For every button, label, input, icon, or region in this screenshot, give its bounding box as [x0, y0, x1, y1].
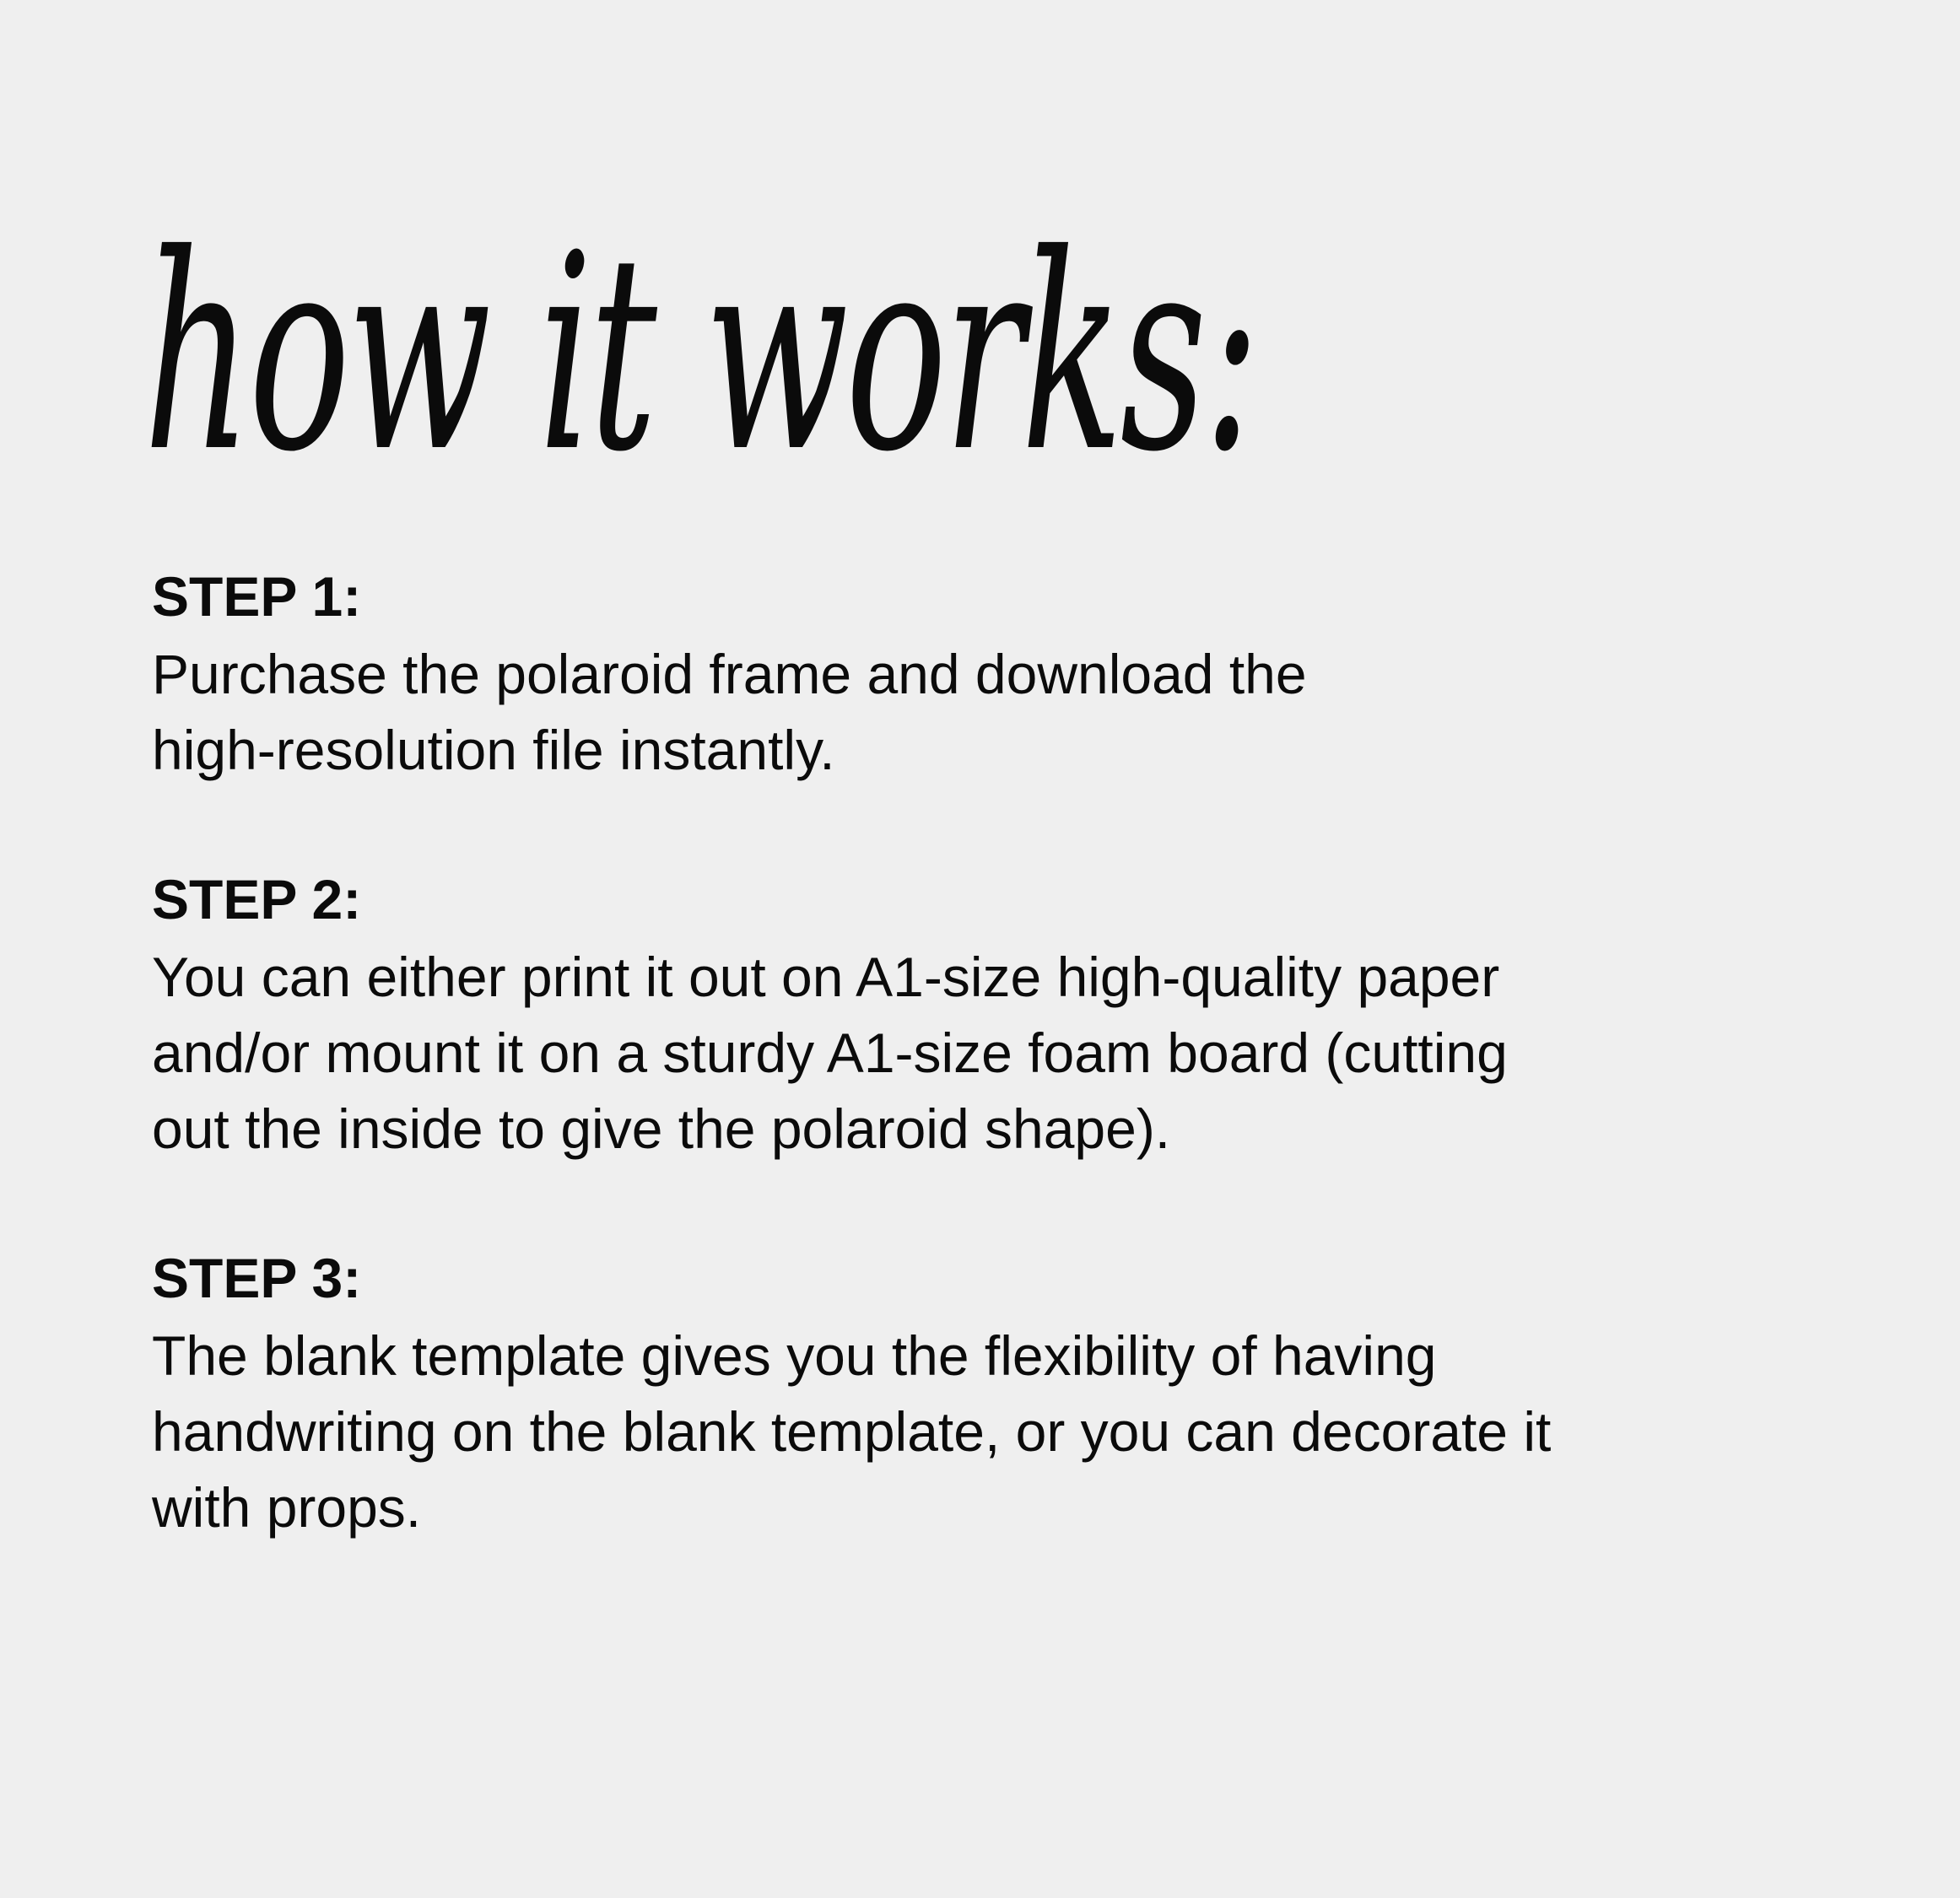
step-3-line-2: handwriting on the blank template, or you can decorate it: [152, 1400, 1552, 1463]
step-3-line-3: with props.: [152, 1476, 422, 1539]
step-2-line-2: and/or mount it on a sturdy A1-size foam board (cutting: [152, 1022, 1508, 1084]
step-1-label: STEP 1:: [152, 565, 362, 628]
step-2-label: STEP 2:: [152, 868, 362, 930]
step-1-line-2: high-resolution file instantly.: [152, 719, 835, 781]
step-2-line-3: out the inside to give the polaroid shape).: [152, 1097, 1171, 1160]
page-title-svg: [143, 197, 1342, 511]
step-3-line-1: The blank template gives you the flexibility of having: [152, 1324, 1437, 1387]
page-title: [143, 197, 1342, 511]
steps: [152, 565, 1839, 1626]
step-3-label: STEP 3:: [152, 1247, 362, 1309]
step-1-line-1: Purchase the polaroid frame and download the: [152, 643, 1307, 705]
page-title-text: how it works:: [143, 197, 1257, 511]
step-2-line-1: You can either print it out on A1-size high-quality paper: [152, 946, 1500, 1008]
step-3: [152, 1247, 1839, 1545]
step-2: [152, 868, 1839, 1167]
step-1: [152, 565, 1839, 788]
